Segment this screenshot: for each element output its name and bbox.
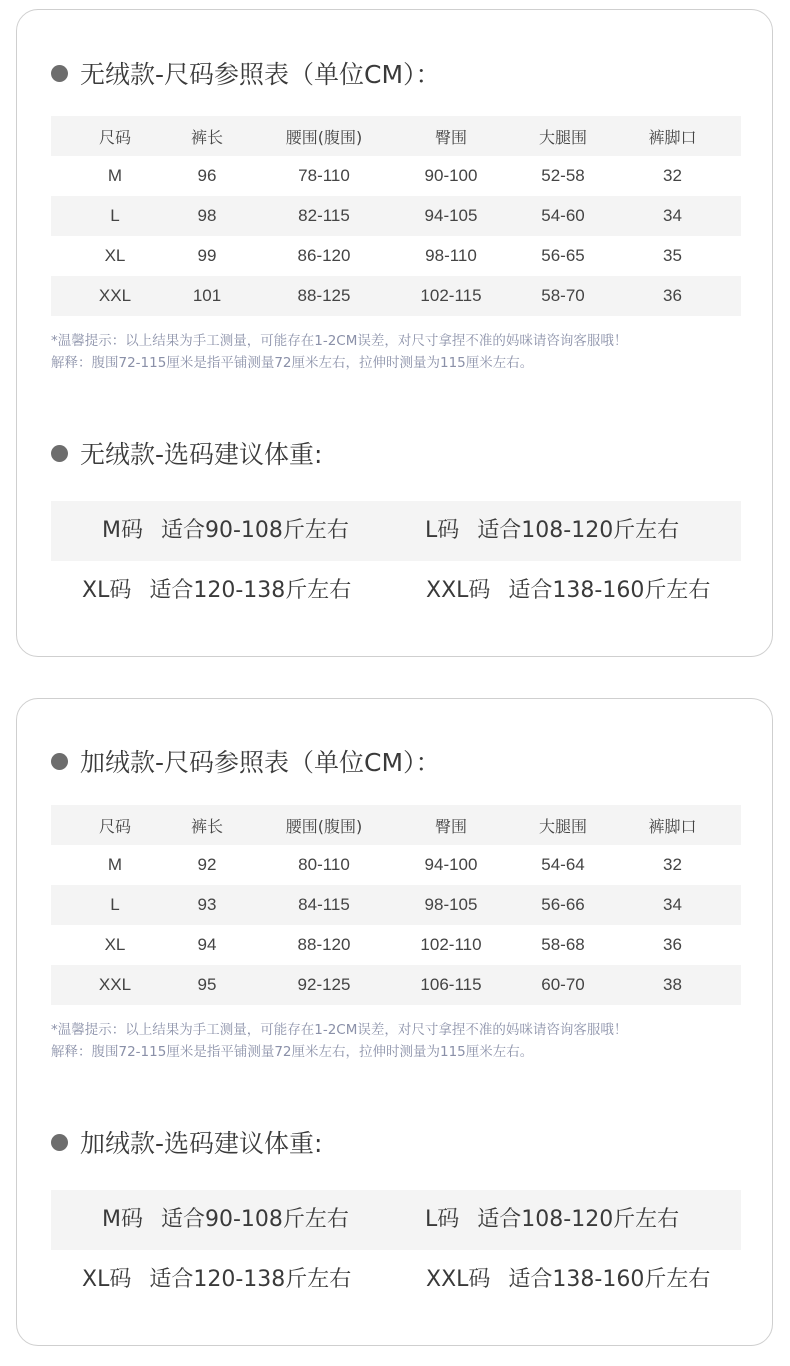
measurement-note — [51, 330, 627, 374]
weight-size: L码 — [425, 518, 460, 543]
weight-row — [51, 1190, 741, 1250]
size-card-fleece — [16, 698, 773, 1346]
header-cell-hip: 臀围 — [434, 816, 467, 836]
table-cell: 88-125 — [297, 286, 351, 305]
table-cell: L — [110, 206, 120, 225]
bullet-dot-icon — [51, 1134, 68, 1151]
weight-row — [51, 1250, 741, 1310]
note-tip: *温馨提示：以上结果为手工测量，可能存在1-2CM误差，对尺寸拿捏不准的妈咪请咨询客服哦！ — [51, 1022, 628, 1038]
table-cell: 96 — [197, 166, 217, 185]
weight-item-xl — [82, 561, 351, 621]
table-cell: 36 — [663, 286, 682, 305]
bullet-dot-icon — [51, 753, 68, 770]
table-row — [51, 965, 741, 1005]
table-cell: 93 — [197, 895, 217, 914]
weight-range: 适合108-120斤左右 — [477, 518, 680, 543]
table-cell: 58-68 — [541, 935, 585, 954]
table-cell: 92-125 — [297, 975, 351, 994]
table-cell: 94-105 — [424, 206, 478, 225]
table-cell: 56-65 — [541, 246, 585, 265]
table-cell: 101 — [192, 286, 222, 305]
header-cell-hem: 裤脚口 — [648, 127, 697, 147]
table-cell: XXL — [98, 286, 132, 305]
table-cell: 34 — [663, 206, 682, 225]
size-chart-heading — [51, 53, 441, 93]
weight-item-xxl — [426, 561, 710, 621]
table-cell: L — [110, 895, 120, 914]
table-cell: 99 — [197, 246, 217, 265]
header-cell-hip: 臀围 — [434, 127, 467, 147]
header-cell-waist: 腰围(腹围) — [285, 127, 363, 147]
weight-range: 适合138-160斤左右 — [508, 1267, 711, 1292]
weight-heading — [51, 1122, 322, 1162]
table-cell: 32 — [663, 166, 682, 185]
weight-table — [51, 501, 741, 621]
weight-range: 适合90-108斤左右 — [160, 518, 349, 543]
table-cell: 95 — [197, 975, 217, 994]
measurement-note — [51, 1019, 627, 1063]
table-cell: 98-105 — [424, 895, 478, 914]
table-cell: M — [107, 855, 123, 874]
note-tip: *温馨提示：以上结果为手工测量，可能存在1-2CM误差，对尺寸拿捏不准的妈咪请咨询客服哦！ — [51, 333, 628, 349]
weight-size: M码 — [102, 518, 143, 543]
size-card-no-fleece — [16, 9, 773, 657]
header-cell-length: 裤长 — [190, 127, 223, 147]
table-row — [51, 885, 741, 925]
size-chart-title: 无绒款-尺码参照表（单位CM）： — [80, 60, 441, 89]
table-cell: XXL — [98, 975, 132, 994]
table-cell: 88-120 — [297, 935, 351, 954]
weight-size: XXL码 — [426, 578, 491, 603]
header-cell-waist: 腰围(腹围) — [285, 816, 363, 836]
table-cell: 80-110 — [298, 855, 350, 874]
table-row — [51, 845, 741, 885]
weight-item-xxl — [426, 1250, 710, 1310]
weight-item-m — [102, 501, 349, 561]
weight-title: 无绒款-选码建议体重: — [80, 440, 323, 469]
table-row — [51, 276, 741, 316]
weight-item-xl — [82, 1250, 351, 1310]
table-cell: 54-64 — [541, 855, 585, 874]
table-row — [51, 196, 741, 236]
table-cell: 78-110 — [298, 166, 350, 185]
weight-range: 适合138-160斤左右 — [508, 578, 711, 603]
table-cell: XL — [104, 935, 126, 954]
weight-size: XXL码 — [426, 1267, 491, 1292]
weight-item-l — [425, 1190, 679, 1250]
weight-row — [51, 561, 741, 621]
weight-item-l — [425, 501, 679, 561]
table-cell: XL — [104, 246, 126, 265]
table-cell: 60-70 — [541, 975, 585, 994]
table-cell: 90-100 — [424, 166, 478, 185]
weight-range: 适合108-120斤左右 — [477, 1207, 680, 1232]
table-cell: 38 — [663, 975, 682, 994]
table-cell: 98 — [197, 206, 217, 225]
weight-range: 适合90-108斤左右 — [160, 1207, 349, 1232]
table-row — [51, 156, 741, 196]
header-cell-thigh: 大腿围 — [538, 127, 587, 147]
table-cell: 54-60 — [541, 206, 585, 225]
table-cell: 32 — [663, 855, 682, 874]
table-header-row — [51, 805, 741, 845]
table-cell: 92 — [197, 855, 217, 874]
weight-size: M码 — [102, 1207, 143, 1232]
header-cell-hem: 裤脚口 — [648, 816, 697, 836]
header-cell-thigh: 大腿围 — [538, 816, 587, 836]
note-explanation: 解释：腹围72-115厘米是指平铺测量72厘米左右，拉伸时测量为115厘米左右。 — [51, 355, 534, 371]
table-cell: 106-115 — [420, 975, 482, 994]
weight-row — [51, 501, 741, 561]
weight-table — [51, 1190, 741, 1310]
table-cell: 52-58 — [541, 166, 585, 185]
size-chart-heading — [51, 741, 441, 781]
table-cell: 98-110 — [425, 246, 477, 265]
header-cell-length: 裤长 — [190, 816, 223, 836]
weight-size: XL码 — [82, 578, 132, 603]
table-cell: 84-115 — [298, 895, 350, 914]
weight-range: 适合120-138斤左右 — [149, 1267, 352, 1292]
weight-item-m — [102, 1190, 349, 1250]
table-cell: 94-100 — [424, 855, 478, 874]
weight-size: XL码 — [82, 1267, 132, 1292]
table-row — [51, 925, 741, 965]
size-chart-title: 加绒款-尺码参照表（单位CM）： — [80, 748, 441, 777]
table-cell: 94 — [197, 935, 217, 954]
weight-title: 加绒款-选码建议体重: — [80, 1129, 323, 1158]
weight-heading — [51, 433, 322, 473]
note-explanation: 解释：腹围72-115厘米是指平铺测量72厘米左右，拉伸时测量为115厘米左右。 — [51, 1044, 534, 1060]
table-cell: 56-66 — [541, 895, 585, 914]
table-cell: 35 — [663, 246, 682, 265]
weight-range: 适合120-138斤左右 — [149, 578, 352, 603]
table-cell: 82-115 — [298, 206, 350, 225]
table-cell: 58-70 — [541, 286, 585, 305]
size-chart-table — [51, 805, 741, 1005]
table-cell: 34 — [663, 895, 682, 914]
table-cell: 36 — [663, 935, 682, 954]
header-cell-size: 尺码 — [98, 816, 131, 836]
header-cell-size: 尺码 — [98, 127, 131, 147]
size-chart-table — [51, 116, 741, 316]
bullet-dot-icon — [51, 65, 68, 82]
bullet-dot-icon — [51, 445, 68, 462]
table-row — [51, 236, 741, 276]
table-header-row — [51, 116, 741, 156]
table-cell: 102-115 — [420, 286, 482, 305]
weight-size: L码 — [425, 1207, 460, 1232]
table-cell: 86-120 — [297, 246, 351, 265]
table-cell: 102-110 — [420, 935, 482, 954]
table-cell: M — [107, 166, 123, 185]
